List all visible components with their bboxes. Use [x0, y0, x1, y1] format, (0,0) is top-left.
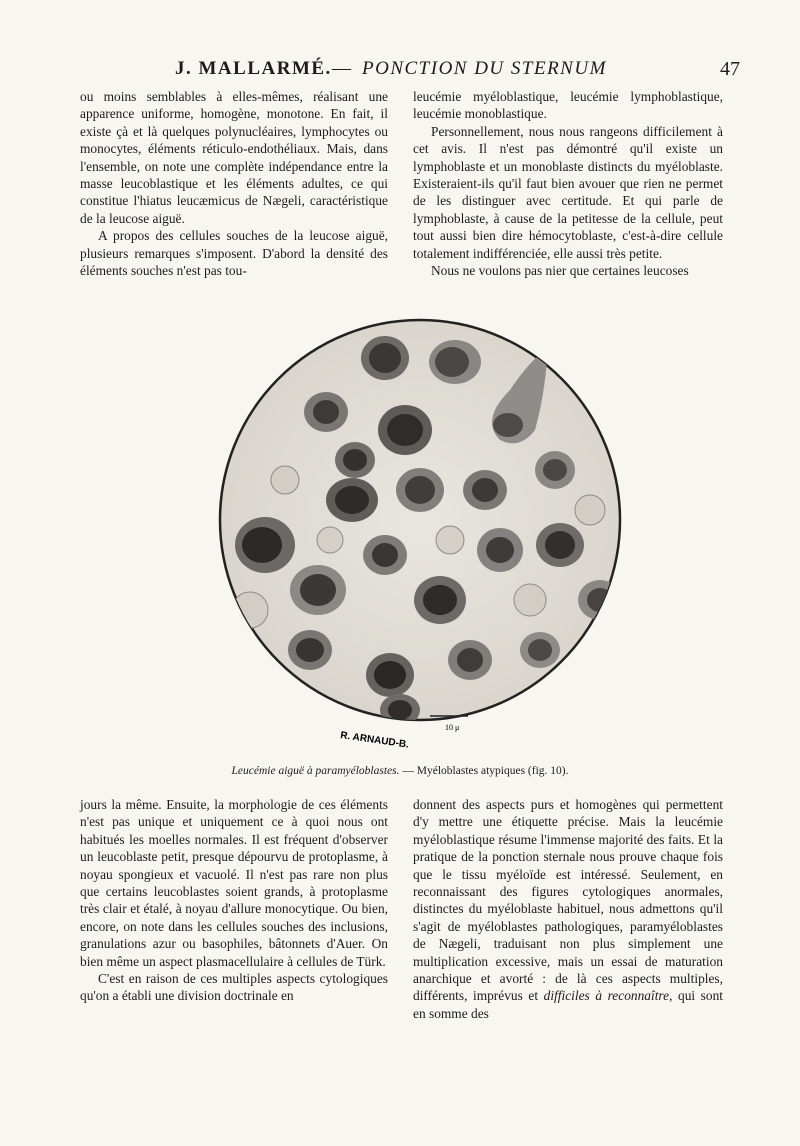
running-head	[80, 58, 740, 88]
paragraph-text: donnent des aspects purs et homogènes qui permettent d'y mettre une étiquette précise. Mais la leucémie myéloblastique résume l'immense majorité des faits. Et la pratique de la ponction sternale nous prouve chaque fois que le tissu myéloïde est intéressé. Seulement, en reconnaissant des figures cytologiques anormales, distinctes du myéloblaste habituel, nous admettons qu'il s'agit de myéloblastes pathologiques, paramyéloblastes de Nægeli, traduisant non plus simplement une multiplication excessive, mais un essai de maturation anarchique et avorté : de là ces aspects multiples, différents, imprévus et	[413, 797, 723, 1004]
illustrator-signature: R. ARNAUD-B.	[339, 730, 410, 751]
column-bottom-left	[80, 796, 388, 1036]
column-top-right	[413, 88, 723, 298]
page-number: 47	[720, 58, 740, 80]
running-title: PONCTION DU STERNUM	[362, 58, 607, 79]
author-name: J. MALLARMÉ.	[175, 58, 332, 79]
microscope-field	[220, 320, 620, 720]
scale-label: 10 μ	[445, 723, 460, 732]
micrograph-illustration	[0, 300, 800, 760]
paragraph: A propos des cellules souches de la leucose aiguë, plusieurs remarques s'imposent. D'abord la densité des éléments souches n'est pas tou-	[80, 228, 388, 279]
paragraph: leucémie myéloblastique, leucémie lymphoblastique, leucémie monoblastique.	[413, 89, 723, 122]
paragraph: ou moins semblables à elles-mêmes, réalisant une apparence uniforme, homogène, monotone. En fait, il existe çà et là quelques polynucléaires, lymphocytes ou monocytes, éléments réticulo-endothéliaux. Mais, dans l'ensemble, on note une complète indépendance entre la masse leucoblastique et les éléments adultes, ce qui constitue l'hiatus leucæmicus de Nægeli, caractéristique de la leucose aiguë.	[80, 89, 388, 226]
paragraph: Nous ne voulons pas nier que certaines leucoses	[431, 263, 689, 279]
column-top-left	[80, 88, 388, 298]
paragraph-italic: difficiles à reconnaître	[543, 988, 670, 1004]
paragraph: jours la même. Ensuite, la morphologie de ces éléments n'est pas unique et uniquement ce à quoi nous ont habitués les moelles normales. Il est fréquent d'observer un leucoblaste petit, presque dépourvu de protoplasme, à noyau spongieux et vacuolé. Il n'est pas rare non plus que certains leucoblastes soient grands, à protoplasme très clair et étalé, à noyau d'allure monocytique. Ou bien, encore, on note dans les cellules souches des inclusions, granulations azur ou basophiles, bâtonnets d'Auer. On bien même un aspect plasmacellulaire à cellules de Türk.	[80, 797, 388, 969]
paragraph: Personnellement, nous nous rangeons difficilement à cet avis. Il n'est pas démontré qu'il existe un lymphoblaste et un monoblaste distincts du myéloblaste. Existeraient-ils qu'il faut bien avouer que rien ne permet de les distinguer avec certitude. Et qui parle de lymphoblaste, à cause de la petitesse de la cellule, peut tout aussi bien dire hémocytoblaste, c'est-à-dire cellule totalement indifférenciée, elle aussi très petite.	[413, 123, 723, 261]
figure-caption	[80, 765, 720, 777]
caption-roman: Myéloblastes atypiques (fig. 10).	[416, 765, 569, 777]
paragraph	[413, 796, 723, 1022]
figure-micrograph	[0, 300, 800, 760]
caption-italic: Leucémie aiguë à paramyéloblastes.	[231, 765, 400, 777]
paragraph: C'est en raison de ces multiples aspects cytologiques qu'on a établi une division doctrinale en	[80, 971, 388, 1004]
column-bottom-right	[413, 796, 723, 1036]
caption-separator: —	[399, 765, 417, 777]
paragraph-end: , qui sont en somme des	[413, 988, 723, 1021]
header-dash: —	[332, 58, 351, 79]
